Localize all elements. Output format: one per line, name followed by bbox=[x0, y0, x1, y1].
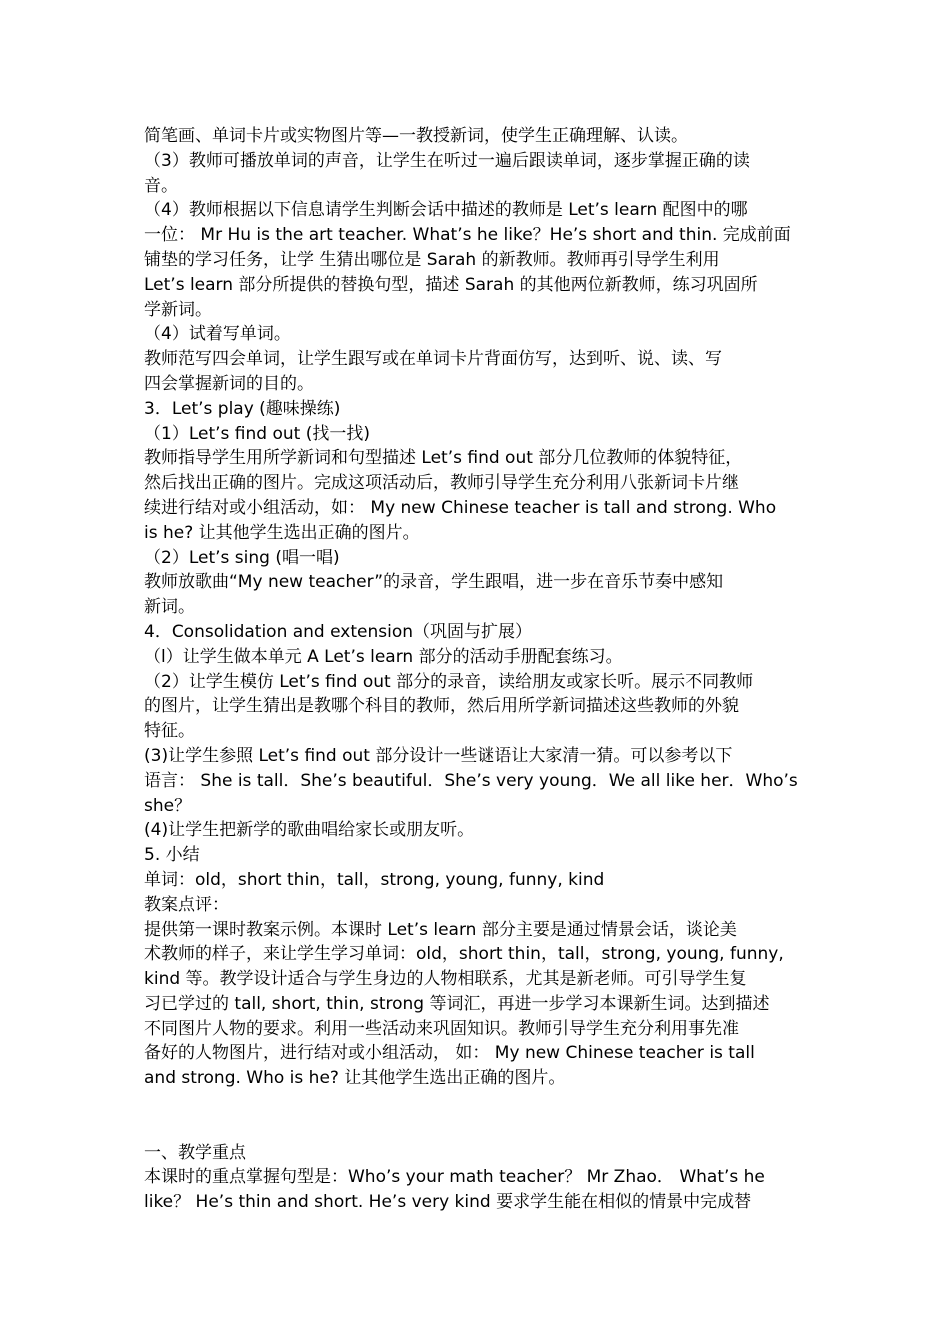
text-line: （l）让学生做本单元 A Let’s learn 部分的活动手册配套练习。 bbox=[144, 646, 623, 667]
text-line: 教案点评： bbox=[144, 894, 229, 915]
text-line: 音。 bbox=[144, 175, 178, 196]
text-line: 教师范写四会单词，让学生跟写或在单词卡片背面仿写，达到听、说、读、写 bbox=[144, 349, 722, 370]
text-line: 简笔画、单词卡片或实物图片等—一教授新词，使学生正确理解、认读。 bbox=[144, 126, 688, 146]
section-heading: 本课时的重点掌握句型是：Who’s your math teacher？ Mr Zhao． What’s he bbox=[144, 1167, 765, 1188]
text-line: （1）Let’s find out (找一找) bbox=[144, 423, 370, 444]
text-line: 学新词。 bbox=[144, 299, 212, 320]
text-line: kind 等。教学设计适合与学生身边的人物相联系，尤其是新老师。可引导学生复 bbox=[144, 969, 747, 990]
text-line: 续进行结对或小组活动，如： My new Chinese teacher is tall and strong. Who bbox=[144, 497, 777, 518]
text-line: and strong. Who is he? 让其他学生选出正确的图片。 bbox=[144, 1068, 566, 1089]
text-line: (3)让学生参照 Let’s find out 部分设计一些谜语让大家清一猜。可以参考以下 bbox=[144, 745, 733, 766]
text-line: （2）Let’s sing (唱一唱) bbox=[144, 547, 340, 568]
section-heading: 4．Consolidation and extension（巩固与扩展） bbox=[144, 621, 533, 642]
lesson-title: 一、教学重点 bbox=[144, 1142, 246, 1163]
text-line: 提供第一课时教案示例。本课时 Let’s learn 部分主要是通过情景会话，谈论美 bbox=[144, 919, 737, 940]
text-line: 习已学过的 tall, short, thin, strong 等词汇，再进一步学习本课新生词。达到描述 bbox=[144, 993, 770, 1014]
text-line: 术教师的样子，来让学生学习单词：old，short thin，tall，strong, young, funny, bbox=[144, 944, 784, 965]
document-page bbox=[144, 124, 814, 1240]
text-line: （2）让学生模仿 Let’s find out 部分的录音，读给朋友或家长听。展示不同教师 bbox=[144, 671, 754, 692]
text-line: 不同图片人物的要求。利用一些活动来巩固知识。教师引导学生充分利用事先准 bbox=[144, 1018, 739, 1039]
text-line: 一位： Mr Hu is the art teacher. What’s he like？He’s short and thin. 完成前面 bbox=[144, 225, 791, 246]
section-heading: 3．Let’s play (趣味操练) bbox=[144, 398, 341, 419]
text-line: 新词。 bbox=[144, 597, 195, 618]
text-line: 铺垫的学习任务，让学 生猜出哪位是 Sarah 的新教师。教师再引导学生利用 bbox=[144, 249, 720, 270]
text-line: 然后找出正确的图片。完成这项活动后，教师引导学生充分利用八张新词卡片继 bbox=[144, 473, 739, 494]
text-line: 特征。 bbox=[144, 721, 195, 742]
text-line: 备好的人物图片，进行结对或小组活动， 如： My new Chinese teacher is tall bbox=[144, 1043, 755, 1064]
text-line: 的图片，让学生猜出是教哪个科目的教师，然后用所学新词描述这些教师的外貌 bbox=[144, 696, 739, 717]
text-line: （4）教师根据以下信息请学生判断会话中描述的教师是 Let’s learn 配图中的哪 bbox=[144, 200, 748, 221]
blank-line bbox=[144, 1116, 814, 1141]
text-line bbox=[144, 1215, 814, 1240]
text-line: （3）教师可播放单词的声音，让学生在听过一遍后跟读单词，逐步掌握正确的读 bbox=[144, 150, 750, 171]
text-line: 四会掌握新词的目的。 bbox=[144, 373, 314, 394]
text-line: 教师指导学生用所学新词和句型描述 Let’s find out 部分几位教师的体貌特征， bbox=[144, 448, 743, 469]
text-line: Let’s learn 部分所提供的替换句型，描述 Sarah 的其他两位新教师，练习巩固所 bbox=[144, 274, 758, 295]
text-line bbox=[144, 1091, 814, 1116]
text-line: like？ He’s thin and short. He’s very kind 要求学生能在相似的情景中完成替 bbox=[144, 1192, 752, 1213]
text-line: is he? 让其他学生选出正确的图片。 bbox=[144, 522, 420, 543]
text-line: 单词：old，short thin，tall，strong, young, funny, kind bbox=[144, 869, 605, 890]
text-line: 语言： She is tall．She’s beautiful．She’s very young．We all like her．Who’s bbox=[144, 770, 798, 791]
text-line: （4）试着写单词。 bbox=[144, 324, 291, 345]
text-line: she？ bbox=[144, 795, 192, 816]
section-heading: 5. 小结 bbox=[144, 845, 200, 866]
text-line: (4)让学生把新学的歌曲唱给家长或朋友听。 bbox=[144, 820, 475, 841]
text-line: 教师放歌曲“My new teacher”的录音，学生跟唱，进一步在音乐节奏中感知 bbox=[144, 572, 724, 593]
